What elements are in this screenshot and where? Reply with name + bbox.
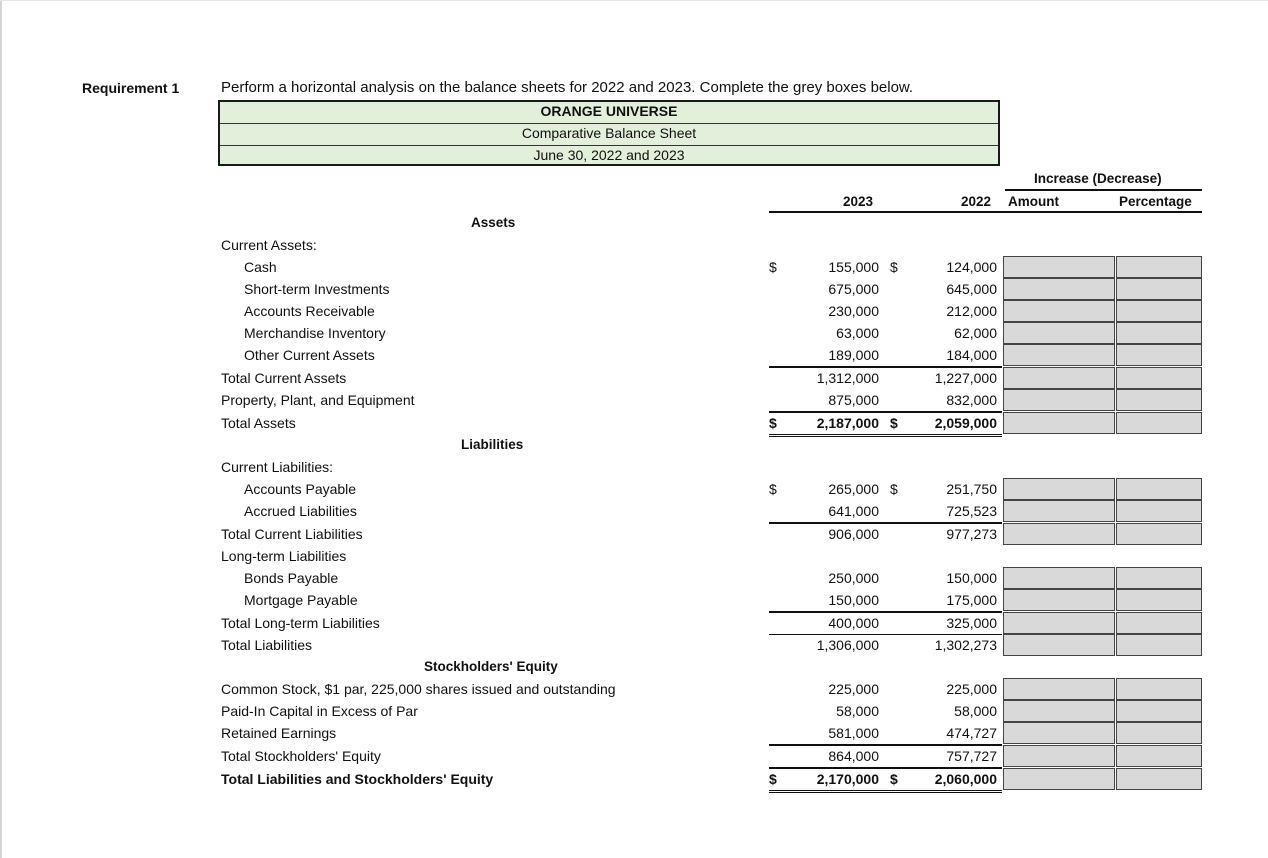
- value-2022: 474,727: [946, 725, 997, 741]
- amount-input[interactable]: [1003, 700, 1115, 722]
- double-underline: [769, 436, 1002, 437]
- value-2022: 1,302,273: [934, 637, 997, 653]
- amount-input[interactable]: [1003, 722, 1115, 744]
- requirement-label: Requirement 1: [82, 80, 180, 96]
- value-2023: 581,000: [828, 725, 879, 741]
- value-2022: 1,227,000: [934, 370, 997, 386]
- sheet-top-border: [0, 0, 1268, 1]
- amount-input[interactable]: [1003, 523, 1115, 545]
- increase-decrease-header: Increase (Decrease): [1034, 171, 1162, 186]
- table-row: [0, 678, 1268, 700]
- amount-header: Amount: [1008, 194, 1059, 209]
- value-2022: 2,059,000: [934, 415, 997, 431]
- row-label: Accrued Liabilities: [244, 503, 357, 519]
- row-label: Total Long-term Liabilities: [221, 615, 380, 631]
- header-underline: [1005, 189, 1202, 191]
- value-2022: 757,727: [946, 748, 997, 764]
- value-2023: 906,000: [828, 526, 879, 542]
- row-label: Current Assets:: [221, 237, 317, 253]
- amount-input[interactable]: [1003, 367, 1115, 389]
- value-2022: 150,000: [946, 570, 997, 586]
- value-2023: 189,000: [828, 347, 879, 363]
- value-2022: 175,000: [946, 592, 997, 608]
- percentage-input[interactable]: [1116, 389, 1202, 411]
- value-2023: 225,000: [828, 681, 879, 697]
- year-2023-header: 2023: [843, 194, 874, 209]
- row-label: Retained Earnings: [221, 725, 337, 741]
- percentage-input[interactable]: [1116, 612, 1202, 634]
- value-2023: 875,000: [828, 392, 879, 408]
- amount-input[interactable]: [1003, 500, 1115, 522]
- row-label: Total Liabilities: [221, 637, 313, 653]
- value-2023: 265,000: [828, 481, 879, 497]
- amount-input[interactable]: [1003, 745, 1115, 767]
- row-label: Total Current Liabilities: [221, 526, 363, 542]
- table-row: [0, 523, 1268, 545]
- amount-input[interactable]: [1003, 612, 1115, 634]
- value-2023: 250,000: [828, 570, 879, 586]
- instruction-text: Perform a horizontal analysis on the balance sheets for 2022 and 2023. Complete the grey boxes below.: [221, 79, 914, 96]
- value-2022: 124,000: [946, 259, 997, 275]
- amount-input[interactable]: [1003, 344, 1115, 366]
- value-2023: 2,187,000: [816, 415, 879, 431]
- statement-name: Comparative Balance Sheet: [521, 125, 697, 141]
- double-underline: [769, 792, 1002, 793]
- statement-date: June 30, 2022 and 2023: [533, 147, 685, 163]
- row-label: Long-term Liabilities: [221, 548, 347, 564]
- percentage-input[interactable]: [1116, 256, 1202, 278]
- amount-input[interactable]: [1003, 389, 1115, 411]
- table-row: [0, 612, 1268, 634]
- percentage-input[interactable]: [1116, 523, 1202, 545]
- year-2022-header: 2022: [961, 194, 992, 209]
- value-2023: 63,000: [836, 325, 879, 341]
- value-2022: 2,060,000: [934, 771, 997, 787]
- header-underline: [769, 211, 1202, 213]
- table-row: [0, 478, 1268, 500]
- table-row: [0, 567, 1268, 589]
- value-2022: 725,523: [946, 503, 997, 519]
- double-underline: [769, 434, 1002, 435]
- percentage-input[interactable]: [1116, 634, 1202, 656]
- row-label: Bonds Payable: [244, 570, 339, 586]
- value-2022: 251,750: [946, 481, 997, 497]
- title-divider: [220, 123, 998, 124]
- percentage-input[interactable]: [1116, 278, 1202, 300]
- currency-symbol: $: [890, 771, 898, 787]
- amount-input[interactable]: [1003, 567, 1115, 589]
- value-2023: 150,000: [828, 592, 879, 608]
- statement-title-box: [218, 100, 1000, 166]
- row-label: Total Stockholders' Equity: [221, 748, 381, 764]
- percentage-input[interactable]: [1116, 412, 1202, 434]
- table-row: [0, 745, 1268, 767]
- value-2023: 1,306,000: [816, 637, 879, 653]
- amount-input[interactable]: [1003, 278, 1115, 300]
- value-2022: 832,000: [946, 392, 997, 408]
- currency-symbol: $: [769, 771, 777, 787]
- percentage-input[interactable]: [1116, 300, 1202, 322]
- value-2023: 2,170,000: [816, 771, 879, 787]
- amount-input[interactable]: [1003, 478, 1115, 500]
- percentage-input[interactable]: [1116, 722, 1202, 744]
- value-2023: 864,000: [828, 748, 879, 764]
- table-row: [0, 545, 1268, 567]
- row-label: Total Current Assets: [221, 370, 347, 386]
- currency-symbol: $: [890, 415, 898, 431]
- currency-symbol: $: [769, 481, 777, 497]
- table-row: [0, 500, 1268, 522]
- currency-symbol: $: [769, 415, 777, 431]
- amount-input[interactable]: [1003, 300, 1115, 322]
- value-2022: 225,000: [946, 681, 997, 697]
- table-row: [0, 344, 1268, 366]
- section-assets: Assets: [471, 215, 516, 230]
- currency-symbol: $: [890, 259, 898, 275]
- percentage-input[interactable]: [1116, 344, 1202, 366]
- value-2023: 400,000: [828, 615, 879, 631]
- table-row: [0, 634, 1268, 656]
- row-label: Total Liabilities and Stockholders' Equity: [221, 771, 494, 787]
- amount-input[interactable]: [1003, 412, 1115, 434]
- value-2023: 1,312,000: [816, 370, 879, 386]
- value-2022: 977,273: [946, 526, 997, 542]
- table-row: [0, 456, 1268, 478]
- section-liabilities: Liabilities: [461, 437, 524, 452]
- row-label: Mortgage Payable: [244, 592, 358, 608]
- percentage-input[interactable]: [1116, 589, 1202, 611]
- table-row: [0, 412, 1268, 434]
- row-label: Short-term Investments: [244, 281, 390, 297]
- amount-input[interactable]: [1003, 256, 1115, 278]
- row-label: Current Liabilities:: [221, 459, 334, 475]
- percentage-input[interactable]: [1116, 745, 1202, 767]
- table-row: [0, 389, 1268, 411]
- table-row: [0, 256, 1268, 278]
- value-2022: 62,000: [954, 325, 997, 341]
- percentage-input[interactable]: [1116, 322, 1202, 344]
- row-label: Merchandise Inventory: [244, 325, 386, 341]
- currency-symbol: $: [890, 481, 898, 497]
- amount-input[interactable]: [1003, 634, 1115, 656]
- percentage-input[interactable]: [1116, 500, 1202, 522]
- amount-input[interactable]: [1003, 768, 1115, 790]
- value-2022: 184,000: [946, 347, 997, 363]
- value-2023: 58,000: [836, 703, 879, 719]
- row-label: Paid-In Capital in Excess of Par: [221, 703, 418, 719]
- row-label: Property, Plant, and Equipment: [221, 392, 415, 408]
- percentage-input[interactable]: [1116, 367, 1202, 389]
- percentage-input[interactable]: [1116, 478, 1202, 500]
- table-row: [0, 278, 1268, 300]
- value-2022: 645,000: [946, 281, 997, 297]
- table-row: [0, 768, 1268, 790]
- table-row: [0, 722, 1268, 744]
- value-2022: 58,000: [954, 703, 997, 719]
- amount-input[interactable]: [1003, 589, 1115, 611]
- row-label: Accounts Receivable: [244, 303, 375, 319]
- value-2022: 325,000: [946, 615, 997, 631]
- amount-input[interactable]: [1003, 322, 1115, 344]
- row-label: Total Assets: [221, 415, 296, 431]
- row-label: Common Stock, $1 par, 225,000 shares issued and outstanding: [221, 681, 616, 697]
- percentage-input[interactable]: [1116, 700, 1202, 722]
- row-label: Cash: [244, 259, 277, 275]
- table-row: [0, 700, 1268, 722]
- table-row: [0, 589, 1268, 611]
- value-2023: 230,000: [828, 303, 879, 319]
- section-stockholders-equity: Stockholders' Equity: [424, 659, 558, 674]
- row-label: Other Current Assets: [244, 347, 375, 363]
- amount-input[interactable]: [1003, 678, 1115, 700]
- percentage-header: Percentage: [1119, 194, 1192, 209]
- percentage-input[interactable]: [1116, 678, 1202, 700]
- row-label: Accounts Payable: [244, 481, 357, 497]
- title-divider: [220, 145, 998, 146]
- table-row: [0, 322, 1268, 344]
- company-name: ORANGE UNIVERSE: [540, 103, 678, 119]
- percentage-input[interactable]: [1116, 567, 1202, 589]
- double-underline: [769, 790, 1002, 791]
- table-row: [0, 300, 1268, 322]
- value-2023: 641,000: [828, 503, 879, 519]
- currency-symbol: $: [769, 259, 777, 275]
- value-2022: 212,000: [946, 303, 997, 319]
- table-row: [0, 367, 1268, 389]
- table-row: [0, 234, 1268, 256]
- value-2023: 155,000: [828, 259, 879, 275]
- percentage-input[interactable]: [1116, 768, 1202, 790]
- value-2023: 675,000: [828, 281, 879, 297]
